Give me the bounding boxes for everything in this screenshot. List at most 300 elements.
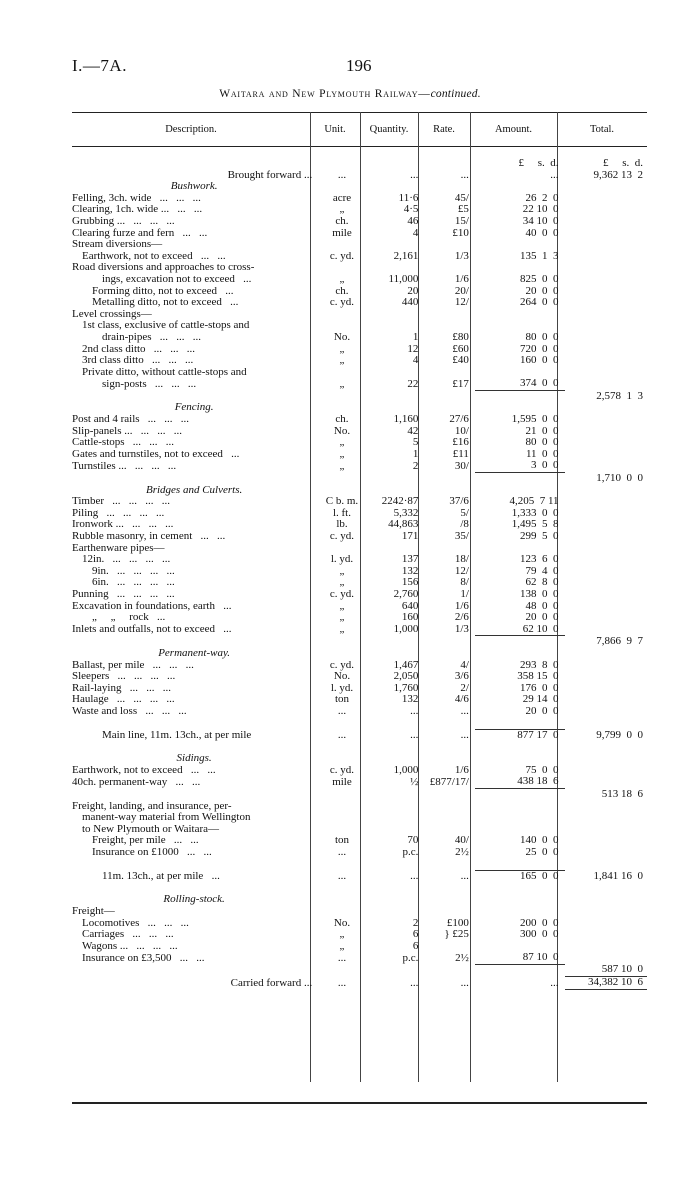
item-unit	[316, 824, 368, 836]
table-row	[72, 262, 647, 274]
item-rate: 8/	[460, 577, 469, 589]
item-total: 34,382 10 6	[565, 977, 647, 990]
item-rate	[423, 309, 475, 321]
item-unit: c. yd.	[329, 588, 355, 600]
item-rate: 12/	[454, 565, 469, 577]
item-description: drain-pipes ... ... ...	[102, 331, 201, 343]
item-total	[565, 251, 647, 263]
table-row	[72, 660, 647, 672]
item-description: Waste and loss ... ... ...	[72, 705, 187, 717]
item-unit: No.	[333, 331, 351, 343]
item-rate: /8	[460, 519, 469, 531]
item-total	[565, 239, 647, 251]
item-quantity: 22	[407, 378, 419, 390]
item-quantity: ...	[410, 169, 419, 181]
item-amount: 22 10 0	[522, 204, 559, 216]
empty-cell	[423, 402, 475, 414]
table-row	[72, 460, 647, 472]
empty-cell	[565, 883, 647, 895]
item-amount: 29 14 0	[522, 694, 559, 706]
item-total	[565, 286, 647, 298]
item-amount: 20 0 0	[525, 285, 559, 297]
item-quantity: 1,760	[393, 682, 419, 694]
item-unit: c. yd.	[329, 764, 355, 776]
empty-cell	[565, 181, 647, 193]
item-total	[565, 929, 647, 941]
section-heading: Fencing.	[174, 402, 214, 414]
empty-cell	[316, 883, 368, 895]
item-rate: 4/6	[454, 694, 469, 706]
item-amount	[475, 262, 565, 274]
item-amount: 48 0 0	[525, 600, 559, 612]
item-unit: „	[339, 448, 345, 460]
item-total	[565, 297, 647, 309]
item-amount: 358 15 0	[517, 671, 559, 683]
empty-cell	[72, 789, 316, 801]
item-description: Punning ... ... ... ...	[72, 588, 175, 600]
table-row	[72, 906, 647, 918]
item-unit: „	[339, 204, 345, 216]
item-amount	[475, 824, 565, 836]
table-row	[72, 847, 647, 859]
table-row	[72, 449, 647, 461]
empty-cell	[423, 742, 475, 754]
item-description: Forming ditto, not to exceed ...	[92, 285, 234, 297]
item-description: 9in. ... ... ... ...	[92, 565, 175, 577]
item-unit: „	[339, 577, 345, 589]
empty-cell	[475, 485, 565, 497]
item-total	[565, 460, 647, 472]
table-row	[72, 871, 647, 883]
currency-row	[72, 158, 647, 170]
item-description: Main line, 11m. 13ch., at per mile	[102, 729, 252, 742]
empty-cell	[368, 742, 424, 754]
item-unit: l. yd.	[330, 682, 354, 694]
column-header-rate: Rate.	[433, 124, 455, 135]
table-row	[72, 929, 647, 941]
item-unit: c. yd.	[329, 531, 355, 542]
item-rate: 2½	[455, 952, 469, 964]
item-unit: „	[339, 343, 345, 355]
table-row	[72, 170, 647, 182]
item-amount: 75 0 0	[525, 764, 559, 776]
item-rate: 1/6	[454, 600, 469, 612]
item-amount: 4,205 7 11	[509, 496, 559, 508]
item-amount	[475, 320, 565, 332]
item-description: Gates and turnstiles, not to exceed ...	[72, 448, 240, 460]
item-rate	[423, 262, 475, 274]
empty-cell	[72, 964, 316, 976]
item-rate	[423, 812, 475, 824]
subtotal-row	[72, 473, 647, 485]
item-unit: ch.	[335, 285, 349, 297]
item-total	[565, 496, 647, 508]
empty-cell	[565, 894, 647, 906]
title-continued: continued.	[430, 88, 481, 100]
item-quantity: 4	[412, 355, 419, 367]
item-description: 6in. ... ... ... ...	[92, 577, 175, 589]
table-row	[72, 251, 647, 263]
item-quantity: 44,863	[388, 519, 419, 531]
item-description: 3rd class ditto ... ... ...	[82, 355, 194, 367]
item-total	[565, 332, 647, 344]
section-heading: Bushwork.	[170, 181, 218, 193]
item-amount	[475, 906, 565, 918]
item-amount: 1,333 0 0	[511, 507, 559, 519]
table-row	[72, 566, 647, 578]
item-description: Ballast, per mile ... ... ...	[72, 659, 194, 671]
item-quantity: 132	[401, 694, 419, 706]
table-row	[72, 765, 647, 777]
item-quantity: ½	[410, 776, 419, 788]
item-amount	[475, 309, 565, 321]
amount-currency-label: £ s. d.	[518, 158, 559, 169]
empty-cell	[565, 742, 647, 754]
table-row	[72, 193, 647, 205]
item-amount: 825 0 0	[520, 273, 559, 285]
item-total	[565, 835, 647, 847]
item-total	[565, 706, 647, 718]
table-row	[72, 554, 647, 566]
item-unit: ton	[334, 694, 349, 706]
item-amount	[475, 941, 565, 953]
spacer-row	[72, 883, 647, 895]
item-amount: 34 10 0	[522, 215, 559, 227]
item-quantity: 156	[401, 577, 419, 589]
empty-cell	[368, 473, 424, 485]
item-unit: ...	[337, 729, 347, 742]
table-row	[72, 835, 647, 847]
item-total	[565, 941, 647, 953]
empty-cell	[316, 473, 368, 485]
section-total: 587 10 0	[601, 964, 643, 976]
item-total	[565, 193, 647, 205]
item-amount	[475, 801, 565, 813]
item-description: sign-posts ... ... ...	[102, 378, 197, 390]
item-description: Slip-panels ... ... ... ...	[72, 425, 182, 437]
empty-cell	[368, 485, 424, 497]
item-amount: 3 0 0	[531, 460, 559, 472]
empty-cell	[368, 883, 424, 895]
item-unit: ...	[337, 847, 347, 859]
item-quantity: ...	[410, 976, 419, 989]
item-total: 1,841 16 0	[593, 870, 643, 883]
item-quantity	[368, 801, 424, 813]
section-heading-row	[72, 648, 647, 660]
item-unit: ...	[337, 705, 347, 717]
item-quantity: 4·5	[403, 204, 419, 216]
item-total	[565, 367, 647, 379]
item-quantity: 6	[412, 929, 419, 941]
item-rate: 35/	[454, 531, 469, 542]
empty-cell	[423, 859, 475, 871]
empty-cell	[475, 894, 565, 906]
item-description: „ „ rock ...	[92, 612, 166, 624]
section-total: 1,710 0 0	[596, 472, 643, 485]
table-row	[72, 216, 647, 228]
item-quantity	[368, 239, 424, 251]
empty-cell	[72, 859, 316, 871]
item-rate: 45/	[454, 192, 469, 204]
item-unit: „	[339, 273, 345, 285]
item-total	[565, 426, 647, 438]
item-description: Carriages ... ... ...	[82, 929, 174, 941]
item-rate	[423, 801, 475, 813]
empty-cell	[316, 485, 368, 497]
item-quantity: 2	[412, 460, 419, 472]
item-rate	[423, 906, 475, 918]
item-quantity: 2242·87	[381, 496, 419, 508]
item-amount	[475, 367, 565, 379]
item-amount: 62 8 0	[525, 577, 559, 589]
item-total	[565, 671, 647, 683]
item-description: 2nd class ditto ... ... ...	[82, 343, 196, 355]
item-total	[565, 812, 647, 824]
item-quantity: 2,161	[393, 250, 419, 262]
item-unit: ...	[337, 870, 347, 883]
section-heading: Rolling-stock.	[163, 894, 225, 906]
item-description: Freight—	[72, 906, 115, 917]
item-rate: ...	[460, 870, 469, 883]
item-rate: 3/6	[454, 671, 469, 683]
empty-cell	[368, 753, 424, 765]
item-unit: No.	[333, 917, 351, 929]
item-description: ings, excavation not to exceed ...	[102, 273, 252, 285]
item-unit: l. ft.	[332, 507, 351, 519]
table-bottom-rule	[72, 1102, 647, 1104]
item-rate	[423, 543, 475, 555]
table-row	[72, 977, 647, 990]
item-rate: 37/6	[449, 496, 469, 508]
empty-cell	[72, 742, 316, 754]
spacer-row	[72, 742, 647, 754]
table-row	[72, 601, 647, 613]
item-amount: 20 0 0	[525, 705, 559, 717]
item-total	[565, 765, 647, 777]
empty-cell	[475, 883, 565, 895]
item-rate: 40/	[454, 835, 469, 847]
item-total	[565, 216, 647, 228]
section-heading: Permanent-way.	[158, 647, 230, 659]
item-quantity: 5,332	[393, 507, 419, 519]
item-unit	[316, 320, 368, 332]
empty-cell	[423, 753, 475, 765]
table-row	[72, 378, 647, 390]
empty-cell	[316, 718, 368, 730]
item-amount: 299 5 0	[520, 531, 559, 542]
item-rate: 5/	[460, 507, 469, 519]
item-unit	[316, 543, 368, 555]
item-quantity	[368, 906, 424, 918]
empty-cell	[475, 859, 565, 871]
total-currency-label: £ s. d.	[602, 158, 643, 169]
spacer-row	[72, 859, 647, 871]
table-row	[72, 543, 647, 555]
table-row	[72, 589, 647, 601]
item-amount: 79 4 0	[525, 565, 559, 577]
item-description: Stream diversions—	[72, 239, 163, 251]
empty-cell	[423, 883, 475, 895]
item-amount: 300 0 0	[520, 929, 559, 941]
item-rate: £60	[452, 343, 469, 355]
item-amount: 135 1 3	[520, 250, 559, 262]
subtotal-row	[72, 636, 647, 648]
item-rate: } £25	[444, 929, 469, 941]
item-description: 11m. 13ch., at per mile ...	[102, 870, 220, 883]
item-rate: ...	[460, 729, 469, 742]
item-description: Freight, per mile ... ...	[92, 835, 199, 847]
item-total	[565, 824, 647, 836]
item-unit	[316, 239, 368, 251]
item-quantity: 46	[407, 215, 419, 227]
item-description: Ironwork ... ... ... ...	[72, 519, 174, 531]
item-unit: acre	[332, 192, 352, 204]
item-rate: 1/3	[454, 623, 469, 636]
item-quantity: 12	[407, 343, 419, 355]
item-quantity: ...	[410, 705, 419, 717]
item-unit: C b. m.	[325, 496, 359, 508]
item-unit: ...	[337, 169, 347, 181]
item-quantity: 42	[407, 425, 419, 437]
amount-sum-rule	[475, 789, 565, 801]
table-row	[72, 367, 647, 379]
empty-cell	[72, 718, 316, 730]
item-quantity: 11·6	[398, 192, 419, 204]
item-unit: c. yd.	[329, 659, 355, 671]
item-rate: 1/3	[454, 250, 469, 262]
table-row	[72, 297, 647, 309]
table-row	[72, 918, 647, 930]
item-amount: 200 0 0	[520, 917, 559, 929]
item-quantity: 1,160	[393, 414, 419, 426]
item-unit: lb.	[336, 519, 348, 531]
table-row	[72, 228, 647, 240]
item-rate	[423, 941, 475, 953]
item-quantity: 11,000	[388, 273, 419, 285]
empty-cell	[423, 648, 475, 660]
item-total	[565, 624, 647, 636]
item-amount: 62 10 0	[522, 623, 559, 635]
item-description: Locomotives ... ... ...	[82, 917, 189, 929]
item-description: Sleepers ... ... ... ...	[72, 671, 176, 683]
table-row	[72, 824, 647, 836]
empty-cell	[368, 964, 424, 976]
empty-cell	[368, 789, 424, 801]
item-description: Felling, 3ch. wide ... ... ...	[72, 192, 201, 204]
subtotal-row	[72, 390, 647, 402]
item-amount: 87 10 0	[522, 952, 559, 964]
table-row	[72, 355, 647, 367]
table-row	[72, 624, 647, 636]
item-description: Insurance on £1000 ... ...	[92, 847, 212, 859]
item-unit	[316, 906, 368, 918]
item-description: Earthenware pipes—	[72, 542, 165, 554]
item-unit: „	[339, 623, 345, 636]
item-amount: 293 8 0	[520, 659, 559, 671]
item-total	[565, 918, 647, 930]
column-header-total: Total.	[589, 124, 615, 135]
item-quantity: ...	[410, 729, 419, 742]
item-total	[565, 449, 647, 461]
empty-cell	[368, 181, 424, 193]
table-row	[72, 531, 647, 543]
empty-cell	[368, 648, 424, 660]
empty-cell	[368, 390, 424, 402]
item-quantity	[368, 812, 424, 824]
empty-cell	[316, 742, 368, 754]
item-total	[565, 344, 647, 356]
item-quantity: 4	[412, 227, 419, 239]
empty-cell	[423, 636, 475, 648]
item-unit	[316, 812, 368, 824]
item-total	[565, 519, 647, 531]
item-unit: No.	[333, 671, 351, 683]
item-total	[565, 554, 647, 566]
table-row	[72, 952, 647, 964]
item-amount: 80 0 0	[525, 331, 559, 343]
item-rate: 2½	[455, 847, 469, 859]
item-description: Rubble masonry, in cement ... ...	[72, 531, 226, 542]
item-total	[565, 508, 647, 520]
item-description: Metalling ditto, not to exceed ...	[92, 297, 239, 309]
empty-cell	[565, 718, 647, 730]
item-quantity: 440	[401, 297, 419, 309]
item-description: Earthwork, not to exceed ... ...	[82, 250, 226, 262]
table-row	[72, 239, 647, 251]
item-rate: £17	[452, 378, 469, 390]
page-title	[0, 88, 700, 100]
empty-cell	[316, 181, 368, 193]
item-rate: 1/	[460, 588, 469, 600]
item-quantity: 132	[401, 565, 419, 577]
table-row	[72, 426, 647, 438]
item-description: Grubbing ... ... ... ...	[72, 215, 175, 227]
item-rate: £5	[457, 204, 469, 216]
item-rate: 2/	[460, 682, 469, 694]
item-rate	[423, 367, 475, 379]
section-heading: Sidings.	[176, 753, 212, 765]
item-description: to New Plymouth or Waitara—	[82, 823, 220, 835]
section-heading-row	[72, 894, 647, 906]
item-quantity: 20	[407, 285, 419, 297]
item-quantity: 2,050	[393, 671, 419, 683]
item-unit: „	[339, 929, 345, 941]
item-amount: 165 0 0	[475, 871, 565, 883]
empty-cell	[368, 718, 424, 730]
item-amount: 123 6 0	[520, 554, 559, 566]
table-row	[72, 309, 647, 321]
item-total	[565, 660, 647, 672]
item-unit: „	[339, 378, 345, 390]
section-heading-row	[72, 181, 647, 193]
item-rate: 1/6	[454, 764, 469, 776]
amount-sum-rule	[475, 473, 565, 485]
empty-cell	[316, 648, 368, 660]
item-unit	[316, 262, 368, 274]
item-amount: 20 0 0	[525, 612, 559, 624]
table-row	[72, 496, 647, 508]
item-total: 9,362 13 2	[593, 169, 643, 181]
item-amount: 438 18 6	[517, 776, 559, 788]
section-heading-row	[72, 485, 647, 497]
item-description: Carried forward ...	[230, 976, 313, 989]
item-unit: ch.	[335, 414, 349, 426]
amount-sum-rule	[475, 964, 565, 976]
empty-cell	[368, 859, 424, 871]
item-total	[565, 906, 647, 918]
empty-cell	[565, 648, 647, 660]
item-amount: 138 0 0	[520, 588, 559, 600]
